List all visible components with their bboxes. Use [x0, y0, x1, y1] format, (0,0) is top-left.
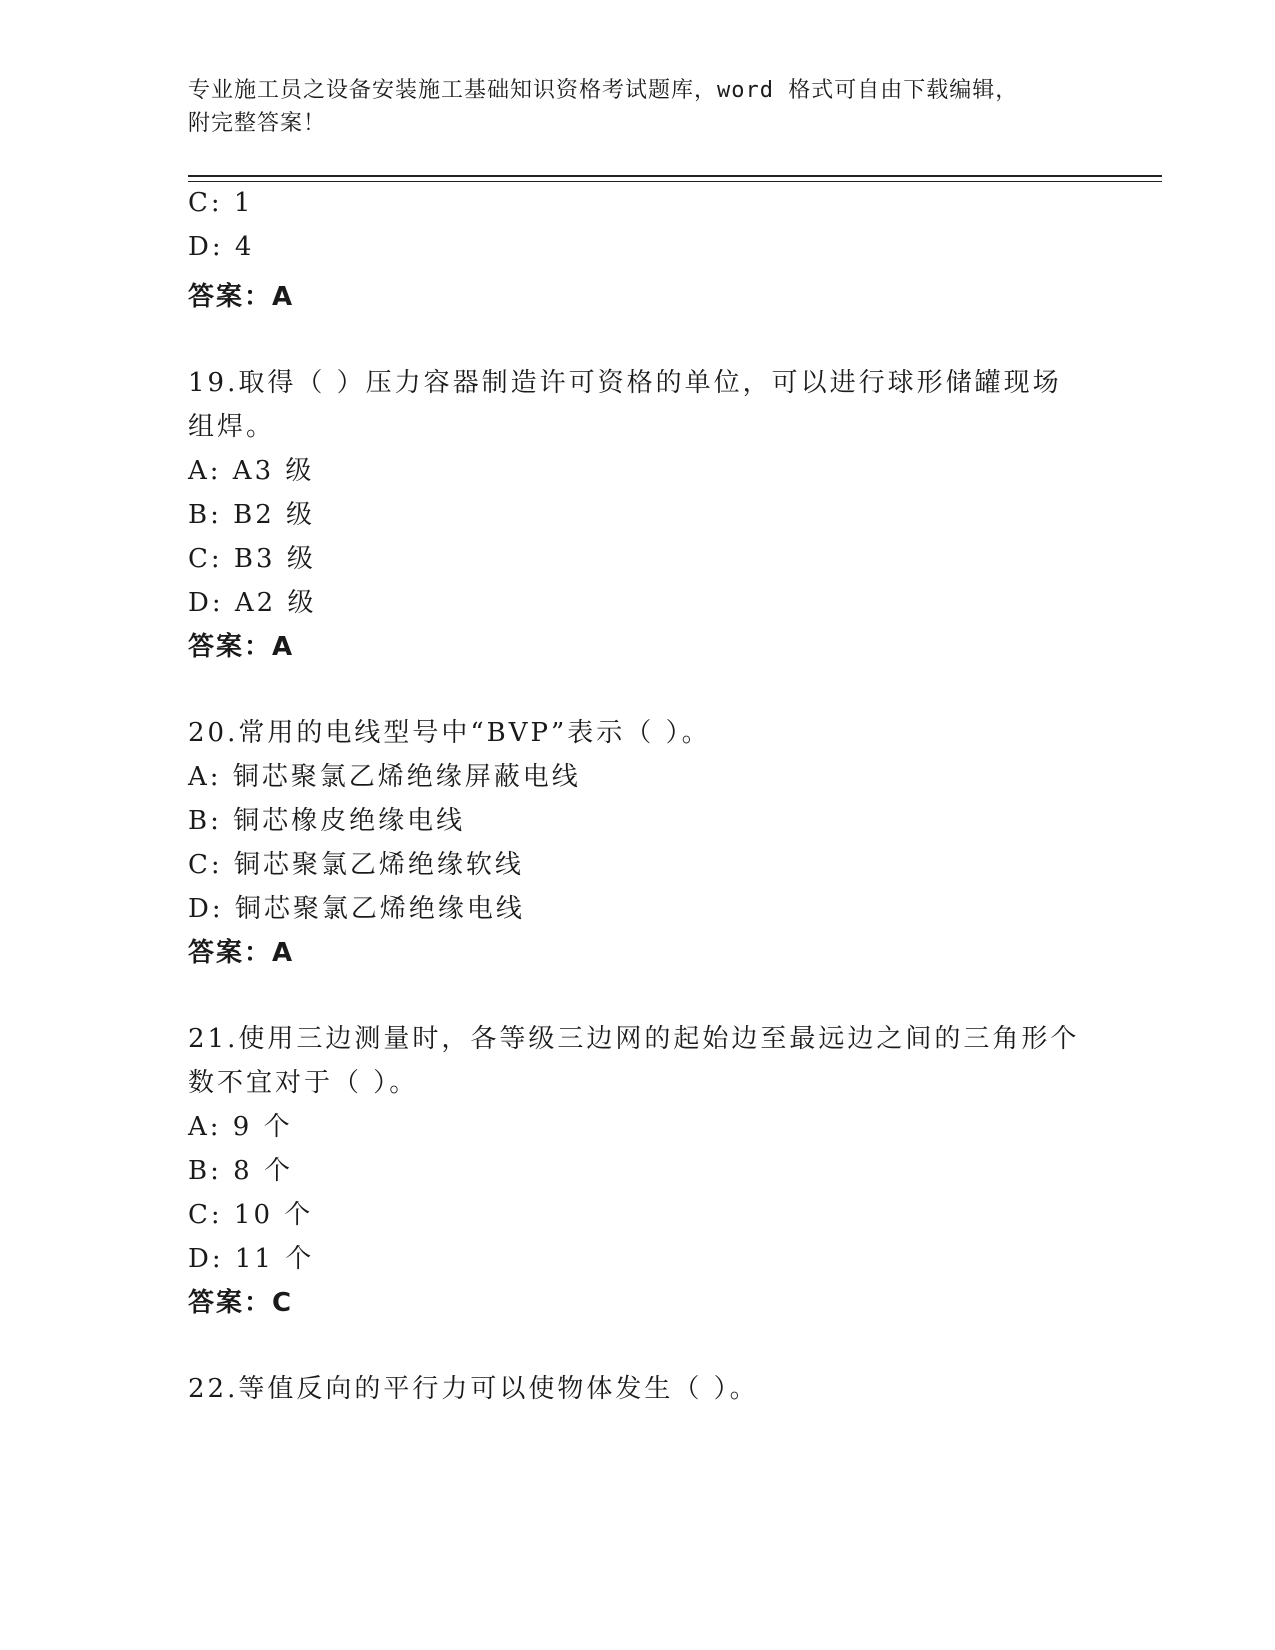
- document-header: [188, 74, 1068, 140]
- q21-option-b: B: 8 个: [188, 1156, 293, 1186]
- q21-option-c: C: 10 个: [188, 1200, 314, 1230]
- prev-option-d: D: 4: [188, 232, 255, 262]
- q22-stem-line-1: 22.等值反向的平行力可以使物体发生（ ）。: [188, 1374, 759, 1404]
- prev-answer: 答案：A: [188, 282, 295, 312]
- q21-option-d: D: 11 个: [188, 1244, 315, 1274]
- q20-option-b: B: 铜芯橡皮绝缘电线: [188, 806, 466, 836]
- q20-stem-line-1: 20.常用的电线型号中“BVP”表示（ ）。: [188, 718, 711, 748]
- q19-option-c: C: B3 级: [188, 544, 316, 574]
- q19-stem-line-2: 组焊。: [188, 412, 276, 442]
- q19-answer: 答案：A: [188, 632, 295, 662]
- header-divider-thick: [188, 175, 1162, 177]
- header-line-1: 专业施工员之设备安装施工基础知识资格考试题库，word 格式可自由下载编辑，: [188, 78, 1019, 103]
- q21-option-a: A: 9 个: [188, 1112, 293, 1142]
- q19-option-b: B: B2 级: [188, 500, 316, 530]
- q21-stem-line-1: 21.使用三边测量时，各等级三边网的起始边至最远边之间的三角形个: [188, 1024, 1080, 1054]
- q21-answer: 答案：C: [188, 1288, 294, 1318]
- q19-stem-line-1: 19.取得（ ）压力容器制造许可资格的单位，可以进行球形储罐现场: [188, 368, 1062, 398]
- q19-option-d: D: A2 级: [188, 588, 317, 618]
- header-line-2: 附完整答案！: [188, 111, 327, 136]
- q20-option-c: C: 铜芯聚氯乙烯绝缘软线: [188, 850, 524, 880]
- prev-option-c: C: 1: [188, 188, 254, 218]
- q19-option-a: A: A3 级: [188, 456, 315, 486]
- q20-option-d: D: 铜芯聚氯乙烯绝缘电线: [188, 894, 525, 924]
- q21-stem-line-2: 数不宜对于（ ）。: [188, 1068, 419, 1098]
- q20-option-a: A: 铜芯聚氯乙烯绝缘屏蔽电线: [188, 762, 581, 792]
- q20-answer: 答案：A: [188, 938, 295, 968]
- header-divider-thin: [188, 181, 1162, 182]
